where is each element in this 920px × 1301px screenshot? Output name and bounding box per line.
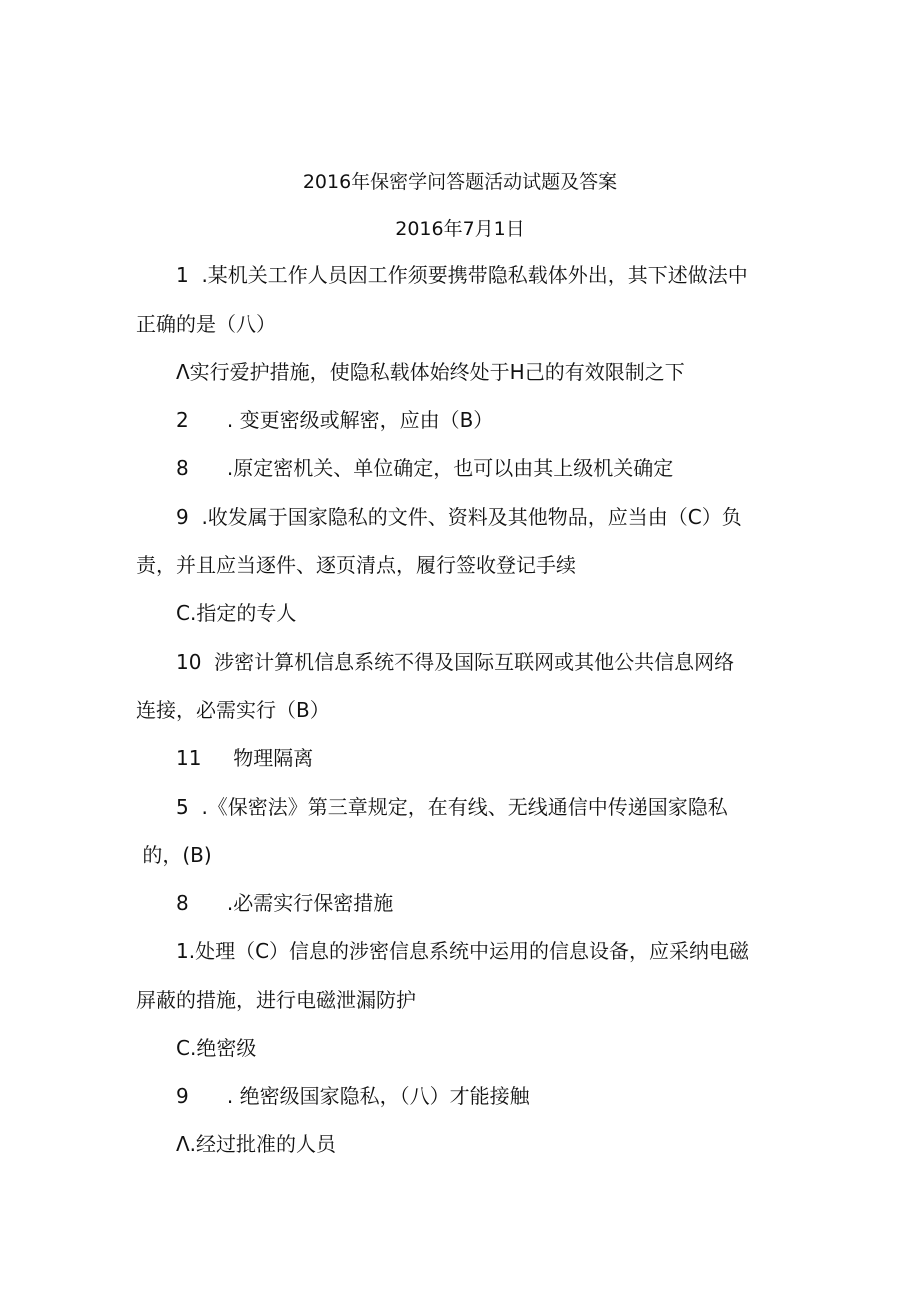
answer-7: Λ.经过批准的人员: [176, 1132, 337, 1156]
question-7: 9 . 绝密级国家隐私，（八）才能接触: [176, 1084, 530, 1108]
question-5-line-1: 5 .《保密法》第三章规定，在有线、无线通信中传递国家隐私: [176, 795, 728, 819]
document-title: 2016年保密学问答题活动试题及答案: [302, 171, 618, 193]
question-4-line-1: 10 涉密计算机信息系统不得及国际互联网或其他公共信息网络: [176, 650, 735, 674]
answer-3: C.指定的专人: [176, 601, 297, 625]
question-1-line-2: 正确的是（八）: [136, 312, 276, 336]
question-3-line-2: 责，并且应当逐件、逐页清点，履行签收登记手续: [136, 553, 576, 577]
question-2: 2 . 变更密级或解密，应由（B）: [176, 408, 494, 432]
question-5-line-2: 的，(B): [136, 843, 212, 867]
question-6-line-1: 1.处理（C）信息的涉密信息系统中运用的信息设备，应采纳电磁: [176, 939, 750, 963]
question-3-line-1: 9 .收发属于国家隐私的文件、资料及其他物品，应当由（C）负: [176, 505, 742, 529]
answer-6: C.绝密级: [176, 1036, 257, 1060]
document-date: 2016年7月1日: [395, 218, 525, 240]
answer-2: 8 .原定密机关、单位确定，也可以由其上级机关确定: [176, 456, 674, 480]
question-6-line-2: 屏蔽的措施，进行电磁泄漏防护: [136, 988, 416, 1012]
question-1-line-1: 1 .某机关工作人员因工作须要携带隐私载体外出，其下述做法中: [176, 263, 748, 287]
question-4-line-2: 连接，必需实行（B）: [136, 698, 330, 722]
answer-1: Λ实行爱护措施，使隐私载体始终处于H己的有效限制之下: [176, 360, 685, 384]
answer-5: 8 .必需实行保密措施: [176, 891, 394, 915]
answer-4: 11 物理隔离: [176, 746, 314, 770]
